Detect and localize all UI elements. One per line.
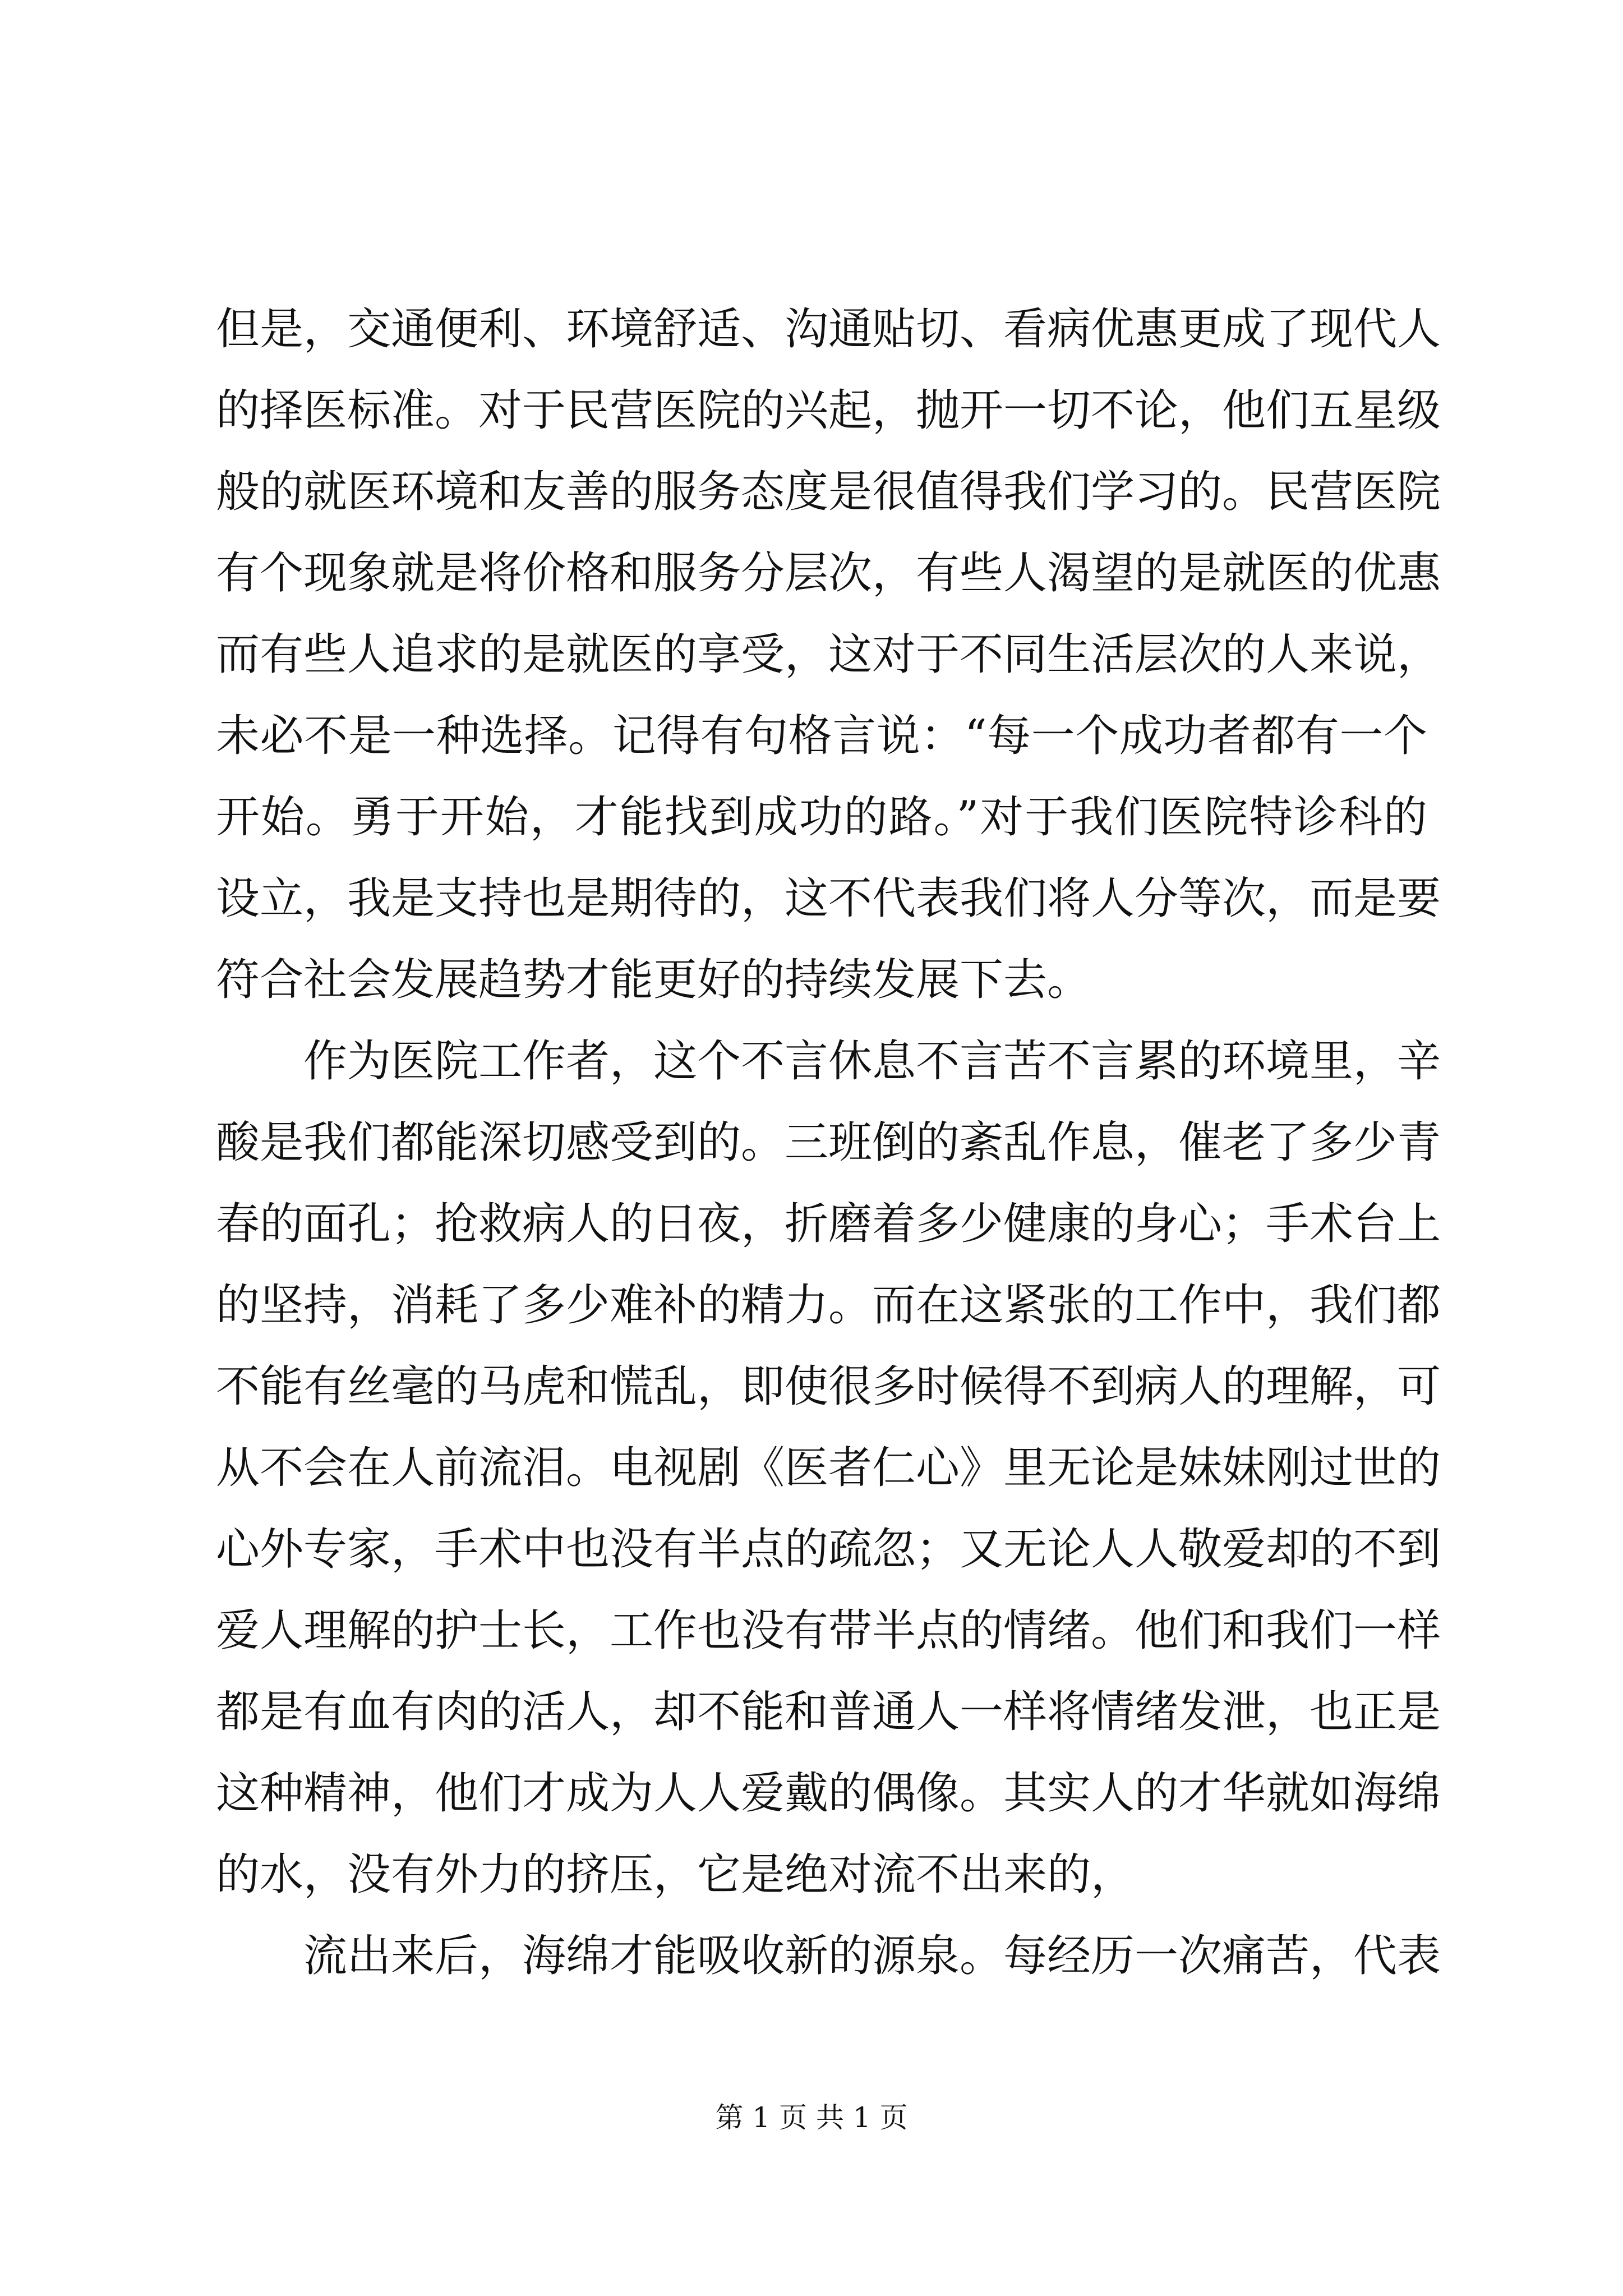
text-line: 的择医标准。对于民营医院的兴起，抛开一切不论，他们五星级 (216, 385, 1441, 436)
text-line: 流出来后，海绵才能吸收新的源泉。每经历一次痛苦，代表 (303, 1931, 1441, 1981)
text-line: 有个现象就是将价格和服务分层次，有些人渴望的是就医的优惠 (216, 548, 1441, 599)
document-body (216, 289, 1441, 1997)
text-line: 但是，交通便利、环境舒适、沟通贴切、看病优惠更成了现代人 (216, 304, 1441, 355)
text-line: 而有些人追求的是就医的享受，这对于不同生活层次的人来说， (216, 629, 1441, 680)
text-line: 酸是我们都能深切感受到的。三班倒的紊乱作息，催老了多少青 (216, 1117, 1441, 1168)
text-line: 爱人理解的护士长，工作也没有带半点的情绪。他们和我们一样 (216, 1605, 1441, 1656)
text-line: 都是有血有肉的活人，却不能和普通人一样将情绪发泄，也正是 (216, 1687, 1441, 1737)
text-line: 开始。勇于开始，才能找到成功的路。”对于我们医院特诊科的 (216, 792, 1427, 843)
text-line: 般的就医环境和友善的服务态度是很值得我们学习的。民营医院 (216, 467, 1441, 517)
text-line: 未必不是一种选择。记得有句格言说：“每一个成功者都有一个 (216, 711, 1427, 761)
text-line: 从不会在人前流泪。电视剧《医者仁心》里无论是妹妹刚过世的 (216, 1443, 1441, 1493)
text-line: 春的面孔；抢救病人的日夜，折磨着多少健康的身心；手术台上 (216, 1199, 1441, 1249)
text-line: 心外专家，手术中也没有半点的疏忽；又无论人人敬爱却的不到 (216, 1524, 1441, 1575)
text-line: 的坚持，消耗了多少难补的精力。而在这紧张的工作中，我们都 (216, 1280, 1441, 1331)
text-line: 不能有丝毫的马虎和慌乱，即使很多时候得不到病人的理解，可 (216, 1361, 1441, 1412)
text-line: 这种精神，他们才成为人人爱戴的偶像。其实人的才华就如海绵 (216, 1768, 1441, 1819)
text-line: 的水，没有外力的挤压，它是绝对流不出来的， (216, 1849, 1135, 1900)
text-line: 设立，我是支持也是期待的，这不代表我们将人分等次，而是要 (216, 873, 1441, 924)
text-line: 符合社会发展趋势才能更好的持续发展下去。 (216, 955, 1091, 1005)
text-line: 作为医院工作者，这个不言休息不言苦不言累的环境里，辛 (303, 1036, 1441, 1087)
page-footer: 第 1 页 共 1 页 (715, 2101, 908, 2134)
